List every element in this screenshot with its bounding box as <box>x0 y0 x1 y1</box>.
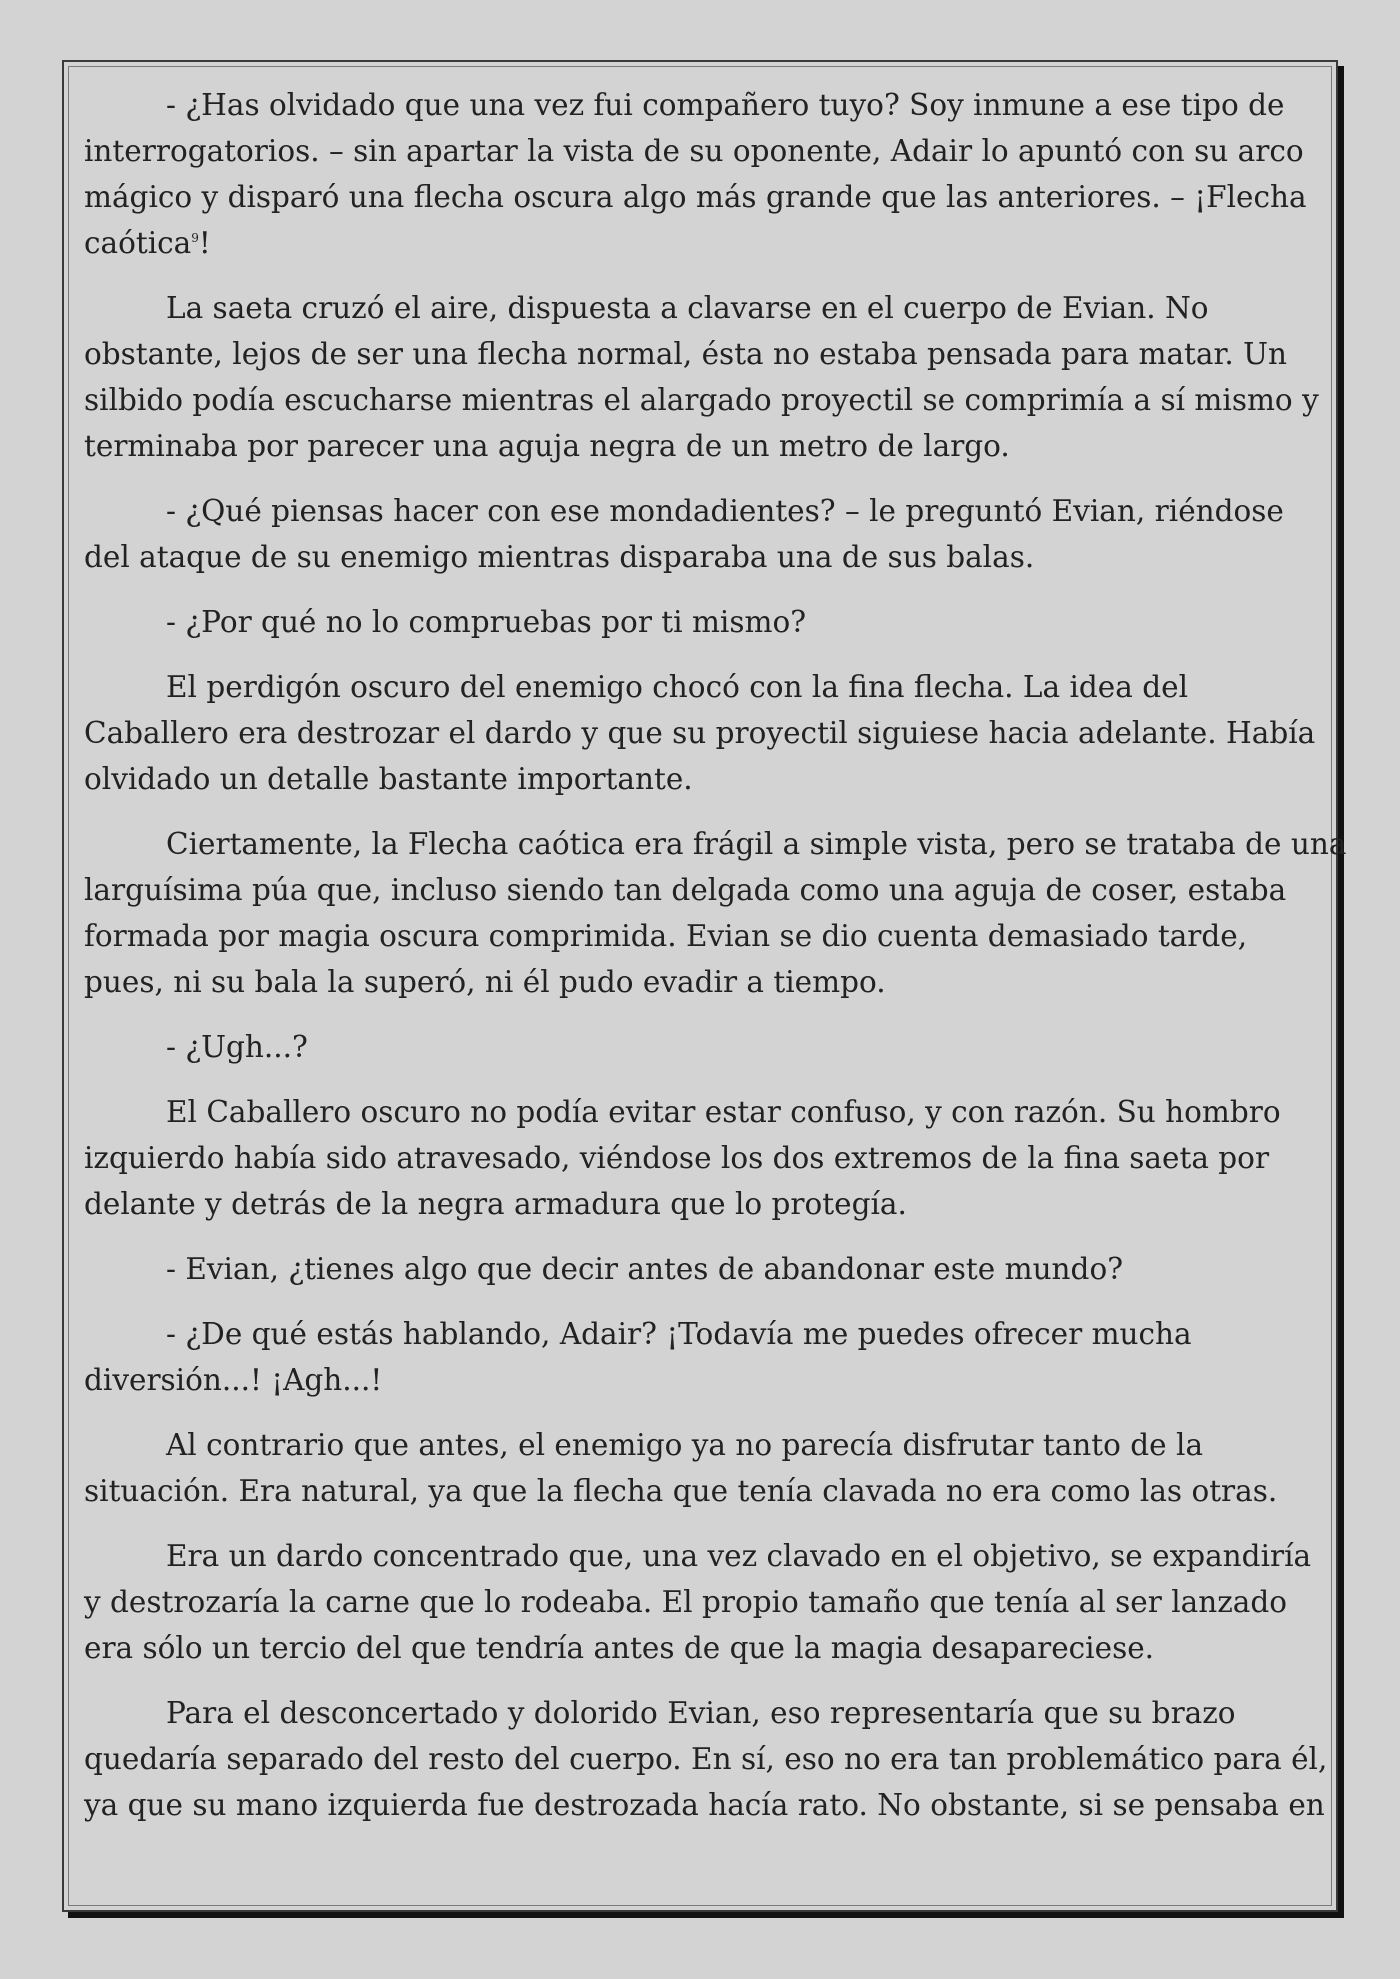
text-line: y destrozaría la carne que lo rodeaba. El propio tamaño que tenía al ser lanzado <box>84 1585 1288 1619</box>
text-line: Ciertamente, la Flecha caótica era frágil a simple vista, pero se trataba de una <box>166 827 1347 861</box>
text-line: terminaba por parecer una aguja negra de un metro de largo. <box>84 429 1010 463</box>
text-line: Era un dardo concentrado que, una vez clavado en el objetivo, se expandiría <box>166 1539 1312 1573</box>
text-line: del ataque de su enemigo mientras disparaba una de sus balas. <box>84 540 1035 574</box>
text-line: - ¿Por qué no lo compruebas por ti mismo? <box>166 605 807 639</box>
text-line: era sólo un tercio del que tendría antes de que la magia desapareciese. <box>84 1631 1155 1665</box>
paragraph <box>84 1246 1314 1292</box>
page-frame <box>62 60 1347 1912</box>
text-line: olvidado un detalle bastante importante. <box>84 762 693 796</box>
paragraph <box>84 1690 1328 1828</box>
text-line: larguísima púa que, incluso siendo tan delgada como una aguja de coser, estaba <box>84 873 1287 907</box>
text-line: - ¿Ugh...? <box>166 1030 308 1064</box>
paragraph <box>84 1311 1314 1403</box>
text-line: ya que su mano izquierda fue destrozada hacía rato. No obstante, si se pensaba en <box>84 1788 1325 1822</box>
paragraph <box>84 599 1314 645</box>
text-line: delante y detrás de la negra armadura que lo protegía. <box>84 1187 907 1221</box>
footnote-mark: 9 <box>191 231 199 246</box>
text-line: Para el desconcertado y dolorido Evian, eso representaría que su brazo <box>166 1696 1236 1730</box>
paragraph <box>84 285 1319 469</box>
text-line: quedaría separado del resto del cuerpo. En sí, eso no era tan problemático para él, <box>84 1742 1328 1776</box>
text-line: - ¿De qué estás hablando, Adair? ¡Todavía me puedes ofrecer mucha <box>166 1317 1192 1351</box>
paragraph <box>84 488 1314 580</box>
text-line: obstante, lejos de ser una flecha normal, ésta no estaba pensada para matar. Un <box>84 337 1287 371</box>
text-line: - ¿Has olvidado que una vez fui compañero tuyo? Soy inmune a ese tipo de <box>166 88 1285 122</box>
text-line: diversión...! ¡Agh...! <box>84 1363 383 1397</box>
text-tail: ! <box>198 226 211 260</box>
text-line: El Caballero oscuro no podía evitar estar confuso, y con razón. Su hombro <box>166 1095 1281 1129</box>
text-line: formada por magia oscura comprimida. Evian se dio cuenta demasiado tarde, <box>84 919 1248 953</box>
paragraph <box>84 1533 1314 1671</box>
text-line: izquierdo había sido atravesado, viéndose los dos extremos de la fina saeta por <box>84 1141 1270 1175</box>
text-body <box>84 82 1347 1847</box>
text-line: pues, ni su bala la superó, ni él pudo evadir a tiempo. <box>84 965 886 999</box>
text-line: La saeta cruzó el aire, dispuesta a clavarse en el cuerpo de Evian. No <box>166 291 1209 325</box>
paragraph <box>84 82 1314 266</box>
paragraph <box>84 1089 1314 1227</box>
text-line: mágico y disparó una flecha oscura algo más grande que las anteriores. – ¡Flecha <box>84 180 1307 214</box>
text-line: - Evian, ¿tienes algo que decir antes de abandonar este mundo? <box>166 1252 1124 1286</box>
paragraph <box>84 664 1314 802</box>
paragraph <box>84 1024 1314 1070</box>
text-line: situación. Era natural, ya que la flecha que tenía clavada no era como las otras. <box>84 1474 1278 1508</box>
text-line: Caballero era destrozar el dardo y que su proyectil siguiese hacia adelante. Había <box>84 716 1316 750</box>
paragraph <box>84 821 1347 1005</box>
text-line: Al contrario que antes, el enemigo ya no parecía disfrutar tanto de la <box>166 1428 1204 1462</box>
text-line: interrogatorios. – sin apartar la vista de su oponente, Adair lo apuntó con su arco <box>84 134 1304 168</box>
text-line: - ¿Qué piensas hacer con ese mondadientes? – le preguntó Evian, riéndose <box>166 494 1284 528</box>
paragraph <box>84 1422 1314 1514</box>
text-line: silbido podía escucharse mientras el alargado proyectil se comprimía a sí mismo y <box>84 383 1319 417</box>
text-line: El perdigón oscuro del enemigo chocó con la fina flecha. La idea del <box>166 670 1188 704</box>
text-line: caótica$^9$! <box>84 226 211 260</box>
